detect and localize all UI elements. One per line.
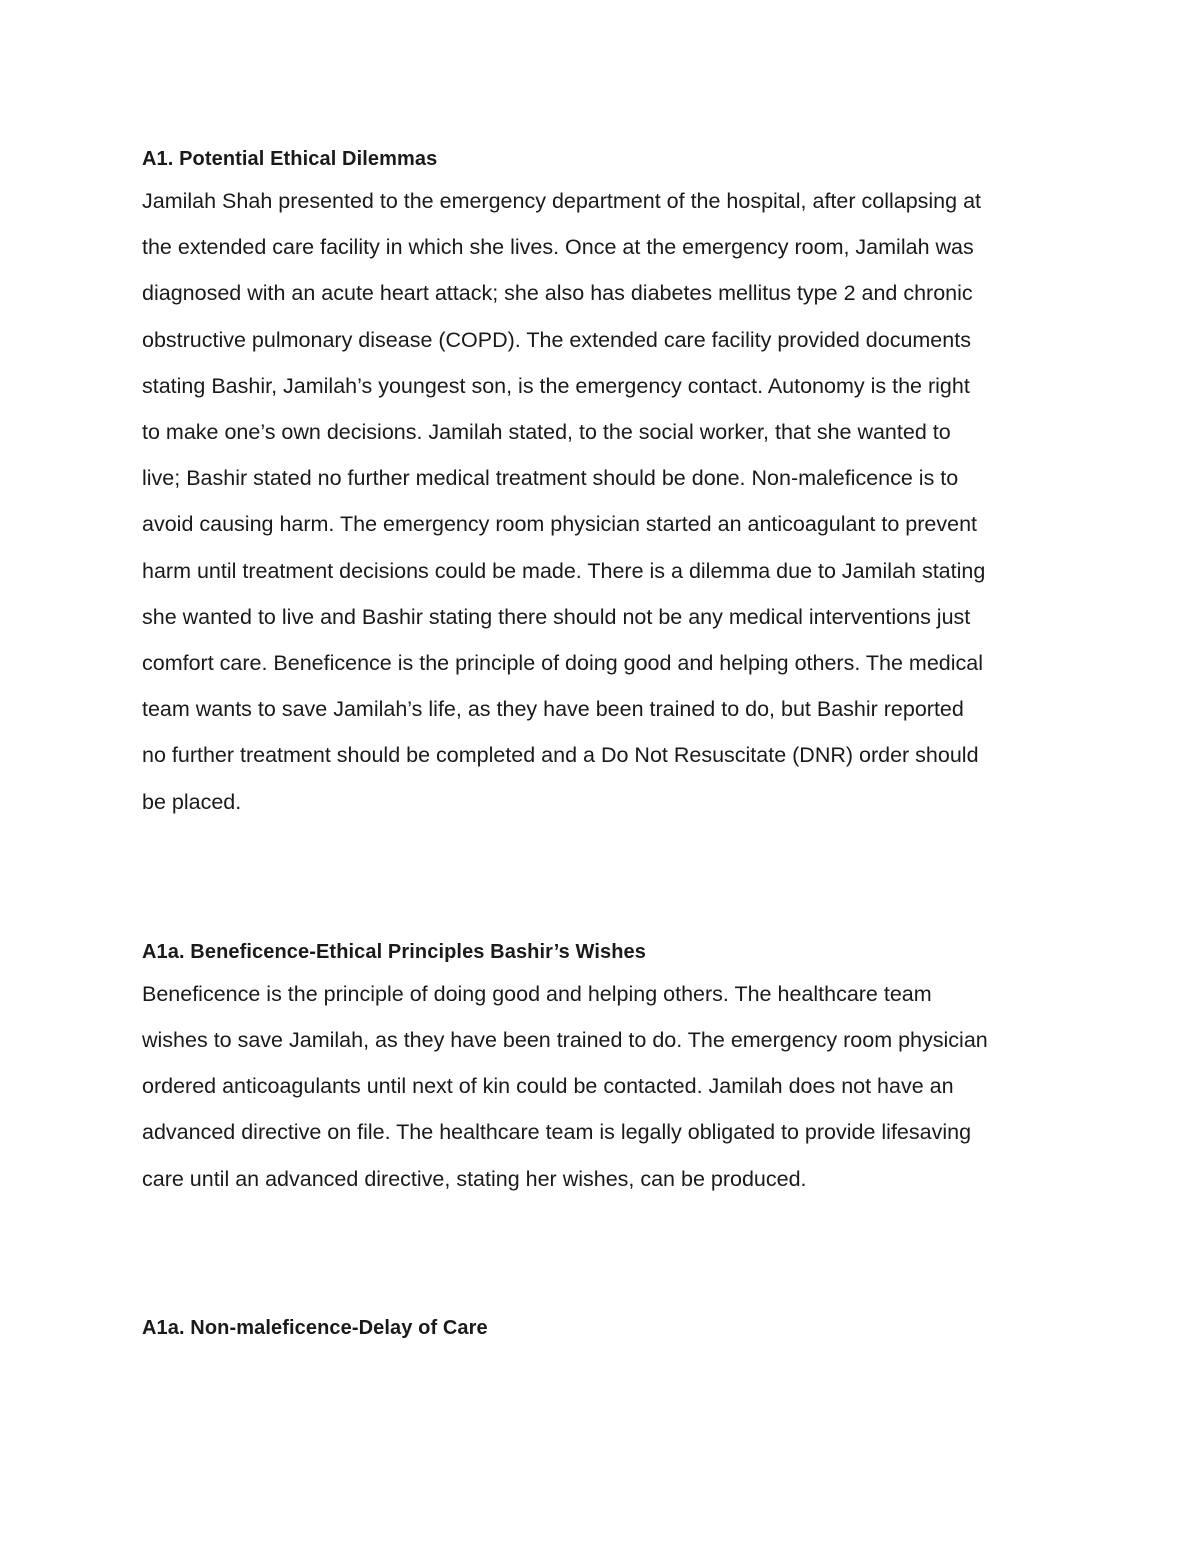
paragraph-line: the extended care facility in which she lives. Once at the emergency room, Jamilah was (142, 235, 974, 260)
paragraph-line: obstructive pulmonary disease (COPD). The extended care facility provided documents (142, 327, 971, 352)
paragraph-line: harm until treatment decisions could be made. There is a dilemma due to Jamilah stating (142, 558, 986, 583)
paragraph-line: she wanted to live and Bashir stating there should not be any medical interventions just (142, 604, 971, 629)
section-potential-ethical-dilemmas (142, 140, 1072, 825)
paragraph-line: diagnosed with an acute heart attack; she also has diabetes mellitus type 2 and chronic (142, 281, 973, 306)
section-heading: A1. Potential Ethical Dilemmas (142, 148, 438, 170)
document-body (142, 140, 1072, 1347)
paragraph-line: avoid causing harm. The emergency room physician started an anticoagulant to prevent (142, 512, 977, 537)
paragraph-line: wishes to save Jamilah, as they have been trained to do. The emergency room physician (142, 1028, 988, 1053)
paragraph-line: team wants to save Jamilah’s life, as they have been trained to do, but Bashir reported (142, 697, 964, 722)
paragraph-line: ordered anticoagulants until next of kin could be contacted. Jamilah does not have an (142, 1074, 954, 1099)
section-heading: A1a. Beneficence-Ethical Principles Bashir’s Wishes (142, 940, 647, 963)
paragraph-line: no further treatment should be completed and a Do Not Resuscitate (DNR) order should (142, 743, 979, 768)
section-non-maleficence (142, 1309, 1072, 1347)
section-heading: A1a. Non-maleficence-Delay of Care (142, 1316, 488, 1339)
section-beneficence (142, 933, 1072, 1202)
paragraph-line: care until an advanced directive, stating her wishes, can be produced. (142, 1166, 807, 1191)
section-spacer (142, 825, 1072, 933)
paragraph-line: comfort care. Beneficence is the principle of doing good and helping others. The medical (142, 651, 983, 676)
section-spacer (142, 1202, 1072, 1309)
paragraph-line: Beneficence is the principle of doing good and helping others. The healthcare team (142, 981, 932, 1006)
paragraph-line: Jamilah Shah presented to the emergency department of the hospital, after collapsing at (142, 189, 982, 213)
paragraph-line: to make one’s own decisions. Jamilah stated, to the social worker, that she wanted to (142, 420, 951, 445)
paragraph-line: advanced directive on file. The healthcare team is legally obligated to provide lifesaving (142, 1120, 972, 1145)
paragraph-line: stating Bashir, Jamilah’s youngest son, is the emergency contact. Autonomy is the right (142, 373, 970, 398)
paragraph-line: be placed. (142, 789, 242, 814)
paragraph-line: live; Bashir stated no further medical treatment should be done. Non-maleficence is to (142, 466, 959, 491)
